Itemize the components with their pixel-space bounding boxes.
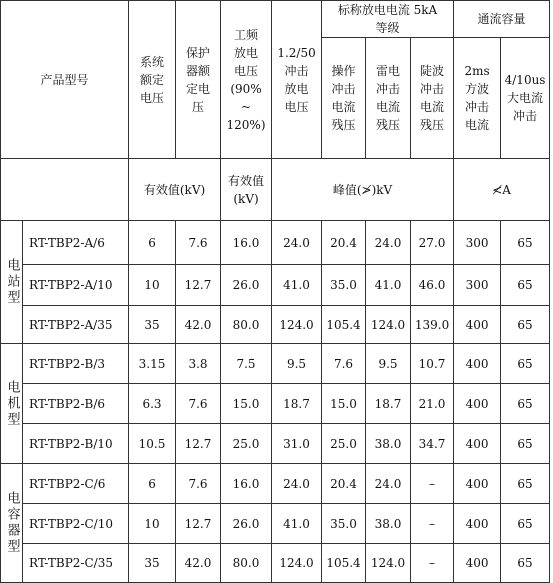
value-cell: 38.0 bbox=[366, 504, 411, 544]
value-cell: 34.7 bbox=[411, 424, 454, 464]
value-cell: 16.0 bbox=[221, 221, 272, 265]
value-cell: 400 bbox=[454, 544, 501, 583]
value-cell: 7.5 bbox=[221, 344, 272, 384]
value-cell: 10 bbox=[129, 504, 176, 544]
value-cell: 65 bbox=[501, 306, 550, 344]
value-cell: 35 bbox=[129, 544, 176, 583]
value-cell: 124.0 bbox=[366, 306, 411, 344]
value-cell: 400 bbox=[454, 344, 501, 384]
table-row bbox=[1, 306, 550, 344]
value-cell: 9.5 bbox=[366, 344, 411, 384]
value-cell: 139.0 bbox=[411, 306, 454, 344]
value-cell: 80.0 bbox=[221, 544, 272, 583]
value-cell: 6.3 bbox=[129, 384, 176, 424]
unit-rms-2: 有效值 (kV) bbox=[221, 159, 272, 221]
unit-rms: 有效值(kV) bbox=[129, 159, 221, 221]
value-cell: 300 bbox=[454, 265, 501, 306]
value-cell: 35.0 bbox=[322, 265, 366, 306]
value-cell: 65 bbox=[501, 464, 550, 504]
group-label: 电容器型 bbox=[1, 464, 23, 583]
model-cell: RT-TBP2-B/10 bbox=[23, 424, 129, 464]
value-cell: 7.6 bbox=[322, 344, 366, 384]
value-cell: 6 bbox=[129, 464, 176, 504]
value-cell: 10.5 bbox=[129, 424, 176, 464]
data-body bbox=[1, 221, 550, 583]
value-cell: 65 bbox=[501, 344, 550, 384]
value-cell: 3.8 bbox=[176, 344, 221, 384]
group-label: 电机型 bbox=[1, 344, 23, 464]
table-row bbox=[1, 265, 550, 306]
value-cell: 10 bbox=[129, 265, 176, 306]
header-op-impulse: 操作 冲击 电流 残压 bbox=[322, 38, 366, 159]
value-cell: 38.0 bbox=[366, 424, 411, 464]
value-cell: 7.6 bbox=[176, 384, 221, 424]
value-cell: 15.0 bbox=[221, 384, 272, 424]
value-cell: 24.0 bbox=[272, 221, 322, 265]
value-cell: 9.5 bbox=[272, 344, 322, 384]
value-cell: 41.0 bbox=[272, 504, 322, 544]
value-cell: 46.0 bbox=[411, 265, 454, 306]
value-cell: 21.0 bbox=[411, 384, 454, 424]
value-cell: 10.7 bbox=[411, 344, 454, 384]
value-cell: 7.6 bbox=[176, 464, 221, 504]
header-power-frequency: 工频 放电 电压 (90% ~ 120%) bbox=[221, 1, 272, 159]
value-cell: 35.0 bbox=[322, 504, 366, 544]
unit-ka: ≮A bbox=[454, 159, 550, 221]
group-label: 电站型 bbox=[1, 221, 23, 344]
value-cell: – bbox=[411, 464, 454, 504]
header-model: 产品型号 bbox=[1, 1, 129, 159]
value-cell: 27.0 bbox=[411, 221, 454, 265]
value-cell: 6 bbox=[129, 221, 176, 265]
value-cell: 24.0 bbox=[366, 464, 411, 504]
value-cell: 124.0 bbox=[272, 544, 322, 583]
table-row bbox=[1, 221, 550, 265]
model-cell: RT-TBP2-A/6 bbox=[23, 221, 129, 265]
value-cell: 42.0 bbox=[176, 544, 221, 583]
value-cell: 65 bbox=[501, 221, 550, 265]
table-row bbox=[1, 344, 550, 384]
value-cell: 65 bbox=[501, 504, 550, 544]
value-cell: 65 bbox=[501, 424, 550, 464]
value-cell: 400 bbox=[454, 424, 501, 464]
table-row bbox=[1, 504, 550, 544]
header-high-current: 4/10us 大电流 冲击 bbox=[501, 38, 550, 159]
value-cell: 25.0 bbox=[322, 424, 366, 464]
header-steep-impulse: 陡波 冲击 电流 残压 bbox=[411, 38, 454, 159]
table-row bbox=[1, 464, 550, 504]
value-cell: 400 bbox=[454, 504, 501, 544]
header-lightning-impulse: 雷电 冲击 电流 残压 bbox=[366, 38, 411, 159]
model-cell: RT-TBP2-C/10 bbox=[23, 504, 129, 544]
value-cell: 400 bbox=[454, 384, 501, 424]
model-cell: RT-TBP2-A/10 bbox=[23, 265, 129, 306]
value-cell: 26.0 bbox=[221, 504, 272, 544]
value-cell: 41.0 bbox=[366, 265, 411, 306]
value-cell: 31.0 bbox=[272, 424, 322, 464]
table-row bbox=[1, 424, 550, 464]
units-spacer bbox=[1, 159, 129, 221]
header-system-voltage: 系统 额定 电压 bbox=[129, 1, 176, 159]
value-cell: 24.0 bbox=[272, 464, 322, 504]
value-cell: 18.7 bbox=[366, 384, 411, 424]
value-cell: 18.7 bbox=[272, 384, 322, 424]
header-impulse-discharge: 1.2/50 冲击 放电 电压 bbox=[272, 1, 322, 159]
value-cell: 124.0 bbox=[366, 544, 411, 583]
value-cell: 105.4 bbox=[322, 544, 366, 583]
value-cell: 15.0 bbox=[322, 384, 366, 424]
value-cell: 12.7 bbox=[176, 424, 221, 464]
value-cell: – bbox=[411, 504, 454, 544]
value-cell: 41.0 bbox=[272, 265, 322, 306]
value-cell: – bbox=[411, 544, 454, 583]
value-cell: 400 bbox=[454, 306, 501, 344]
value-cell: 65 bbox=[501, 265, 550, 306]
unit-peak: 峰值(≯)kV bbox=[272, 159, 454, 221]
value-cell: 25.0 bbox=[221, 424, 272, 464]
value-cell: 26.0 bbox=[221, 265, 272, 306]
header-square-wave: 2ms 方波 冲击 电流 bbox=[454, 38, 501, 159]
value-cell: 124.0 bbox=[272, 306, 322, 344]
value-cell: 35 bbox=[129, 306, 176, 344]
value-cell: 20.4 bbox=[322, 221, 366, 265]
table-row bbox=[1, 544, 550, 583]
model-cell: RT-TBP2-B/6 bbox=[23, 384, 129, 424]
value-cell: 65 bbox=[501, 384, 550, 424]
value-cell: 300 bbox=[454, 221, 501, 265]
value-cell: 12.7 bbox=[176, 265, 221, 306]
model-cell: RT-TBP2-B/3 bbox=[23, 344, 129, 384]
header-residual-group: 标称放电电流 5kA 等级 bbox=[322, 1, 454, 38]
model-cell: RT-TBP2-A/35 bbox=[23, 306, 129, 344]
value-cell: 65 bbox=[501, 544, 550, 583]
header-flow-group: 通流容量 bbox=[454, 1, 550, 38]
value-cell: 80.0 bbox=[221, 306, 272, 344]
value-cell: 20.4 bbox=[322, 464, 366, 504]
value-cell: 105.4 bbox=[322, 306, 366, 344]
value-cell: 3.15 bbox=[129, 344, 176, 384]
value-cell: 42.0 bbox=[176, 306, 221, 344]
value-cell: 24.0 bbox=[366, 221, 411, 265]
value-cell: 400 bbox=[454, 464, 501, 504]
value-cell: 7.6 bbox=[176, 221, 221, 265]
value-cell: 16.0 bbox=[221, 464, 272, 504]
model-cell: RT-TBP2-C/35 bbox=[23, 544, 129, 583]
header-protector-voltage: 保护 器额 定电 压 bbox=[176, 1, 221, 159]
value-cell: 12.7 bbox=[176, 504, 221, 544]
model-cell: RT-TBP2-C/6 bbox=[23, 464, 129, 504]
table-row bbox=[1, 384, 550, 424]
